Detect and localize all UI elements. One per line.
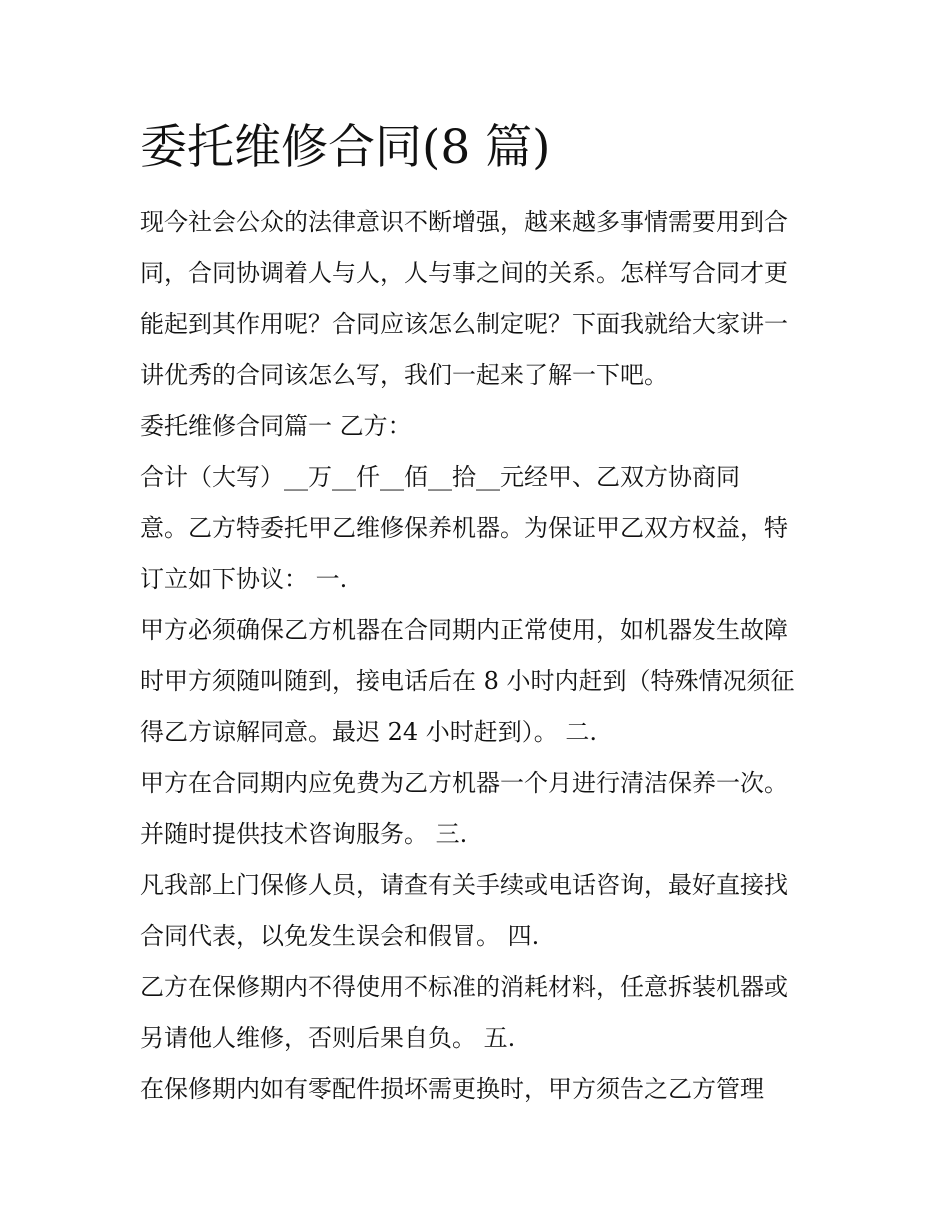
paragraph-line: 同，合同协调着人与人，人与事之间的关系。怎样写合同才更 xyxy=(140,259,788,287)
paragraph-line: 现今社会公众的法律意识不断增强，越来越多事情需要用到合 xyxy=(140,208,788,236)
paragraph-line: 甲方在合同期内应免费为乙方机器一个月进行清洁保养一次。 xyxy=(140,769,788,797)
paragraph-line: 凡我部上门保修人员，请查有关手续或电话咨询，最好直接找 xyxy=(140,871,788,899)
paragraph-line: 甲方必须确保乙方机器在合同期内正常使用，如机器发生故障 xyxy=(140,616,788,644)
paragraph-line: 合计（大写）__万__仟__佰__拾__元经甲、乙双方协商同 xyxy=(140,463,740,491)
paragraph-line: 并随时提供技术咨询服务。 三. xyxy=(140,820,468,848)
paragraph-line: 订立如下协议： 一. xyxy=(140,565,348,593)
paragraph-line: 另请他人维修，否则后果自负。 五. xyxy=(140,1024,516,1052)
section-heading-line: 委托维修合同篇一 乙方： xyxy=(140,412,412,440)
paragraph-line: 讲优秀的合同该怎么写，我们一起来了解一下吧。 xyxy=(140,361,668,389)
document-body xyxy=(140,197,820,1115)
document-title: 委托维修合同(8 篇) xyxy=(140,120,551,175)
paragraph-line: 得乙方谅解同意。最迟 24 小时赶到）。 二. xyxy=(140,718,598,746)
paragraph-line: 时甲方须随叫随到，接电话后在 8 小时内赶到（特殊情况须征 xyxy=(140,667,795,695)
paragraph-line: 在保修期内如有零配件损坏需更换时，甲方须告之乙方管理 xyxy=(140,1075,764,1103)
paragraph-line: 意。乙方特委托甲乙维修保养机器。为保证甲乙双方权益，特 xyxy=(140,514,788,542)
paragraph-line: 乙方在保修期内不得使用不标准的消耗材料，任意拆装机器或 xyxy=(140,973,788,1001)
paragraph-line: 能起到其作用呢？合同应该怎么制定呢？下面我就给大家讲一 xyxy=(140,310,788,338)
paragraph-line: 合同代表，以免发生误会和假冒。 四. xyxy=(140,922,540,950)
